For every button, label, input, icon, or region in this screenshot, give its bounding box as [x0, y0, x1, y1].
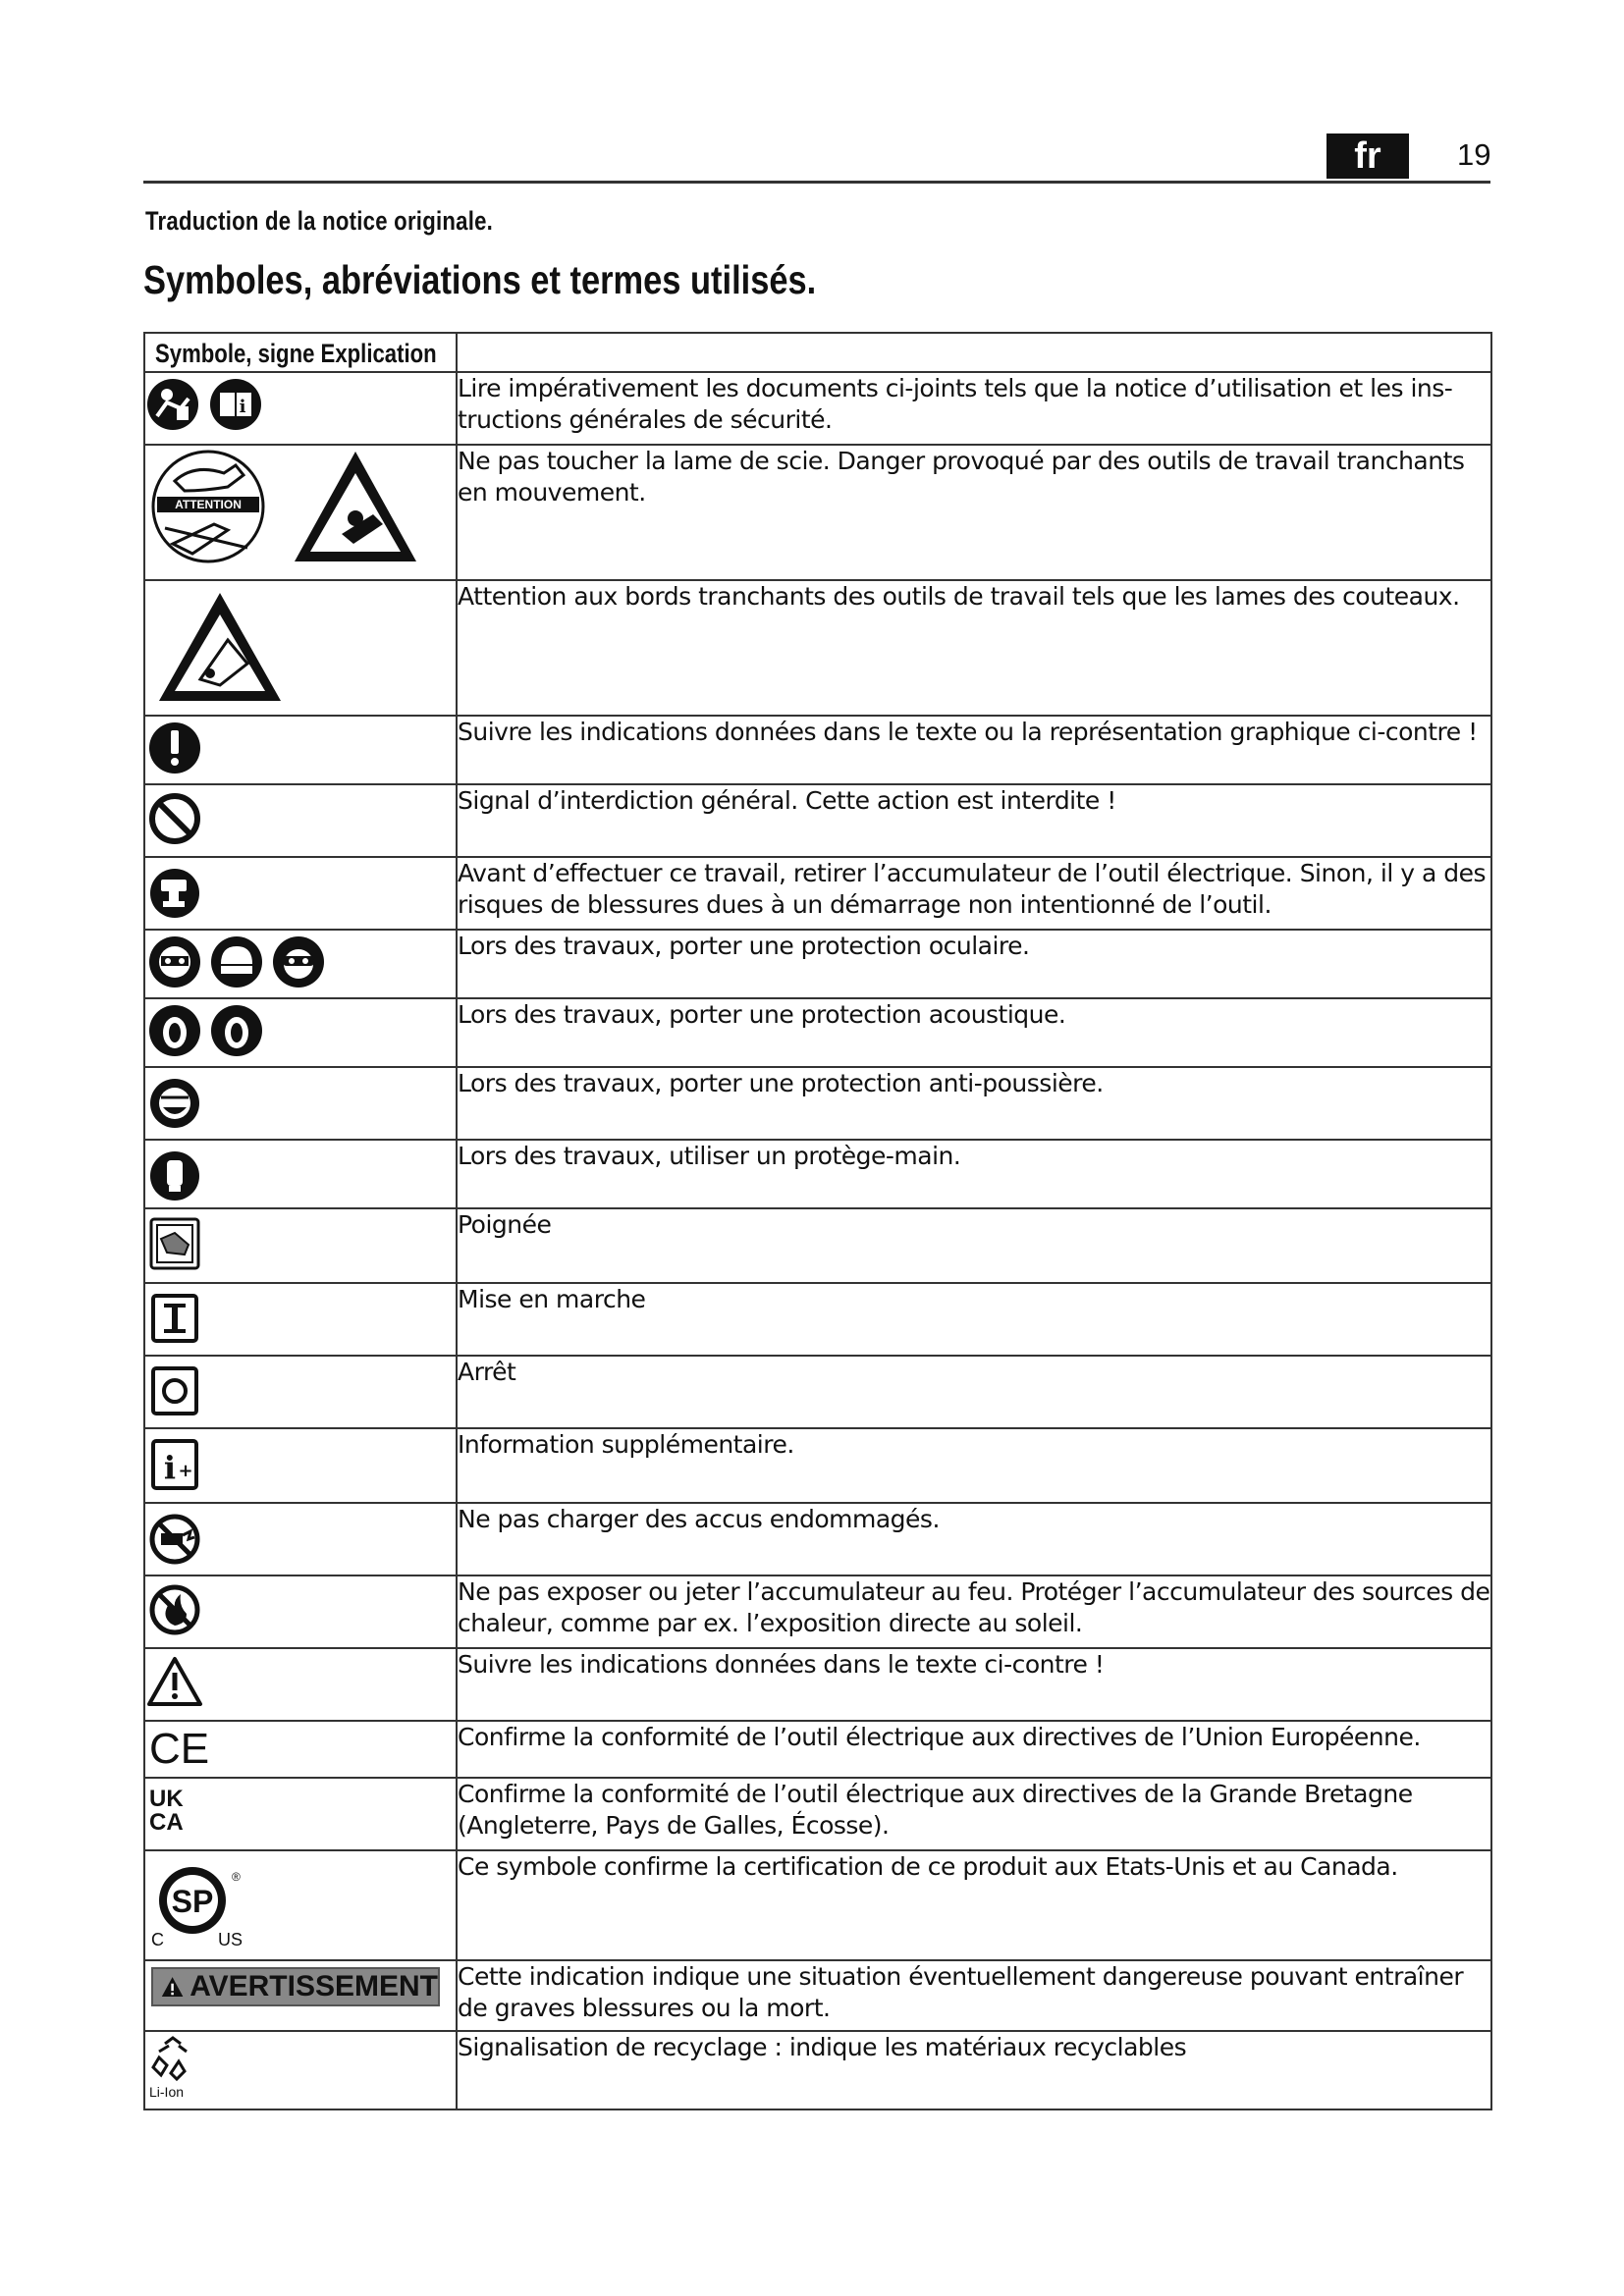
table-header-cell-empty	[457, 333, 1491, 372]
table-row	[144, 580, 1491, 716]
read-manual-icon	[210, 379, 261, 430]
symbol-cell	[144, 580, 457, 716]
table-row	[144, 372, 1491, 445]
power-on-icon	[153, 1296, 196, 1341]
page-title: Symboles, abréviations et termes utilisés.	[143, 257, 817, 302]
table-row	[144, 857, 1491, 930]
symbol-cell	[144, 1778, 457, 1850]
csa-c-label: C	[151, 1930, 164, 1949]
table-row	[144, 1140, 1491, 1208]
explanation-text: Cette indication indique une situation éventuellement dangereuse pouvant entraîner de graves blessures ou la mort.	[457, 1960, 1491, 2031]
ukca-mark-icon	[145, 1779, 204, 1840]
face-shield-icon	[149, 936, 200, 988]
symbol-cell	[144, 1721, 457, 1778]
explanation-text: Confirme la conformité de l’outil électrique aux directives de l’Union Européenne.	[457, 1721, 1491, 1778]
warning-triangle-icon	[149, 1659, 200, 1704]
table-row	[144, 1778, 1491, 1850]
header-rule	[143, 181, 1490, 184]
explanation-text: Lors des travaux, porter une protection acoustique.	[457, 998, 1491, 1067]
warning-triangle-small-icon	[161, 1974, 184, 2000]
table-row	[144, 1067, 1491, 1140]
explanation-text: Ne pas toucher la lame de scie. Danger provoqué par des outils de travail tranchants en mouvement.	[457, 445, 1491, 580]
table-row	[144, 2031, 1491, 2109]
power-off-icon	[153, 1368, 196, 1414]
symbol-cell	[144, 1960, 457, 2031]
attention-label: ATTENTION	[175, 498, 242, 511]
ce-mark-icon: CE	[149, 1725, 210, 1771]
warning-badge-label: AVERTISSEMENT	[189, 1970, 438, 2002]
symbol-cell	[144, 1067, 457, 1140]
table-row	[144, 716, 1491, 784]
explanation-text: Signal d’interdiction général. Cette action est interdite !	[457, 784, 1491, 857]
recycling-icon	[145, 2032, 214, 2101]
table-row	[144, 1208, 1491, 1283]
li-ion-label: Li-Ion	[149, 2084, 185, 2100]
explanation-text: Lors des travaux, utiliser un protège-main.	[457, 1140, 1491, 1208]
svg-text:i: i	[239, 397, 246, 417]
csa-us-label: US	[218, 1930, 244, 1949]
table-row	[144, 1428, 1491, 1503]
table-row	[144, 1721, 1491, 1778]
page-number: 19	[1457, 137, 1491, 172]
symbol-cell	[144, 2031, 457, 2109]
symbol-cell	[144, 857, 457, 930]
dust-mask-icon	[150, 1079, 199, 1128]
svg-text:®: ®	[232, 1870, 241, 1884]
symbol-cell	[144, 1503, 457, 1575]
explanation-text: Suivre les indications données dans le texte ou la représentation graphique ci-contre !	[457, 716, 1491, 784]
symbol-cell	[144, 1208, 457, 1283]
svg-text:i: i	[163, 1449, 177, 1486]
explanation-text: Ne pas exposer ou jeter l’accumulateur au feu. Protéger l’accumulateur des sources de chaleur, comme par ex. l’exposition directe au soleil.	[457, 1575, 1491, 1648]
symbol-cell	[144, 372, 457, 445]
explanation-text: Lire impérativement les documents ci-joints tels que la notice d’utilisation et les ins-tructions générales de sécurité.	[457, 372, 1491, 445]
explanation-text: Ne pas charger des accus endommagés.	[457, 1503, 1491, 1575]
symbol-cell	[144, 1356, 457, 1428]
symbol-cell	[144, 930, 457, 998]
info-plus-icon	[153, 1441, 196, 1488]
attention-blade-icon	[153, 452, 263, 561]
symbol-cell	[144, 1575, 457, 1648]
sharp-edges-warning-icon	[159, 593, 281, 701]
table-header-row	[144, 333, 1491, 372]
symbol-cell	[144, 716, 457, 784]
table-row	[144, 1575, 1491, 1648]
no-charge-damaged-battery-icon	[152, 1517, 197, 1562]
symbols-table	[143, 332, 1492, 2110]
symbol-cell	[144, 1648, 457, 1721]
language-badge: fr	[1326, 133, 1409, 179]
symbol-cell	[144, 1850, 457, 1960]
table-row	[144, 930, 1491, 998]
explanation-text: Mise en marche	[457, 1283, 1491, 1356]
read-documents-icon	[147, 379, 198, 430]
svg-text:+: +	[178, 1461, 193, 1481]
handle-icon	[151, 1219, 198, 1268]
subtitle: Traduction de la notice originale.	[145, 206, 494, 236]
mandatory-exclamation-icon	[149, 722, 200, 774]
explanation-text: Signalisation de recyclage : indique les matériaux recyclables	[457, 2031, 1491, 2109]
table-row	[144, 1850, 1491, 1960]
explanation-text: Arrêt	[457, 1356, 1491, 1428]
table-row	[144, 784, 1491, 857]
symbol-cell	[144, 998, 457, 1067]
explanation-text: Suivre les indications données dans le texte ci-contre !	[457, 1648, 1491, 1721]
table-row	[144, 998, 1491, 1067]
remove-battery-icon	[150, 869, 199, 918]
table-header-cell	[144, 333, 457, 372]
table-row	[144, 1356, 1491, 1428]
svg-text:SP: SP	[171, 1884, 214, 1919]
no-fire-battery-icon	[152, 1587, 197, 1632]
hand-protection-icon	[150, 1151, 199, 1201]
table-row	[144, 445, 1491, 580]
prohibition-icon	[152, 796, 197, 841]
blade-warning-triangle-icon	[295, 452, 416, 561]
explanation-text: Lors des travaux, porter une protection anti-poussière.	[457, 1067, 1491, 1140]
symbol-cell	[144, 1140, 457, 1208]
table-row	[144, 1960, 1491, 2031]
ukca-top: UK	[149, 1786, 184, 1812]
table-row	[144, 1503, 1491, 1575]
explanation-text: Confirme la conformité de l’outil électrique aux directives de la Grande Bretagne (Angleterre, Pays de Galles, Écosse).	[457, 1778, 1491, 1850]
table-row	[144, 1648, 1491, 1721]
explanation-text: Attention aux bords tranchants des outils de travail tels que les lames des couteaux.	[457, 580, 1491, 716]
ukca-bottom: CA	[149, 1809, 184, 1836]
explanation-text: Avant d’effectuer ce travail, retirer l’accumulateur de l’outil électrique. Sinon, il y a des risques de blessures dues à un démarrage non intentionné de l’outil.	[457, 857, 1491, 930]
table-row	[144, 1283, 1491, 1356]
ear-protection-icon	[149, 1005, 200, 1056]
csa-certification-icon	[145, 1851, 263, 1949]
table-header: Symbole, signe Explication	[155, 339, 437, 368]
explanation-text: Poignée	[457, 1208, 1491, 1283]
symbol-cell	[144, 445, 457, 580]
explanation-text: Ce symbole confirme la certification de ce produit aux Etats-Unis et au Canada.	[457, 1850, 1491, 1960]
safety-helmet-icon	[211, 936, 262, 988]
symbol-cell	[144, 784, 457, 857]
explanation-text: Lors des travaux, porter une protection oculaire.	[457, 930, 1491, 998]
ear-protection-alt-icon	[211, 1005, 262, 1056]
explanation-text: Information supplémentaire.	[457, 1428, 1491, 1503]
safety-goggles-icon	[273, 936, 324, 988]
symbol-cell	[144, 1283, 457, 1356]
symbol-cell	[144, 1428, 457, 1503]
warning-badge-icon	[151, 1967, 440, 2006]
